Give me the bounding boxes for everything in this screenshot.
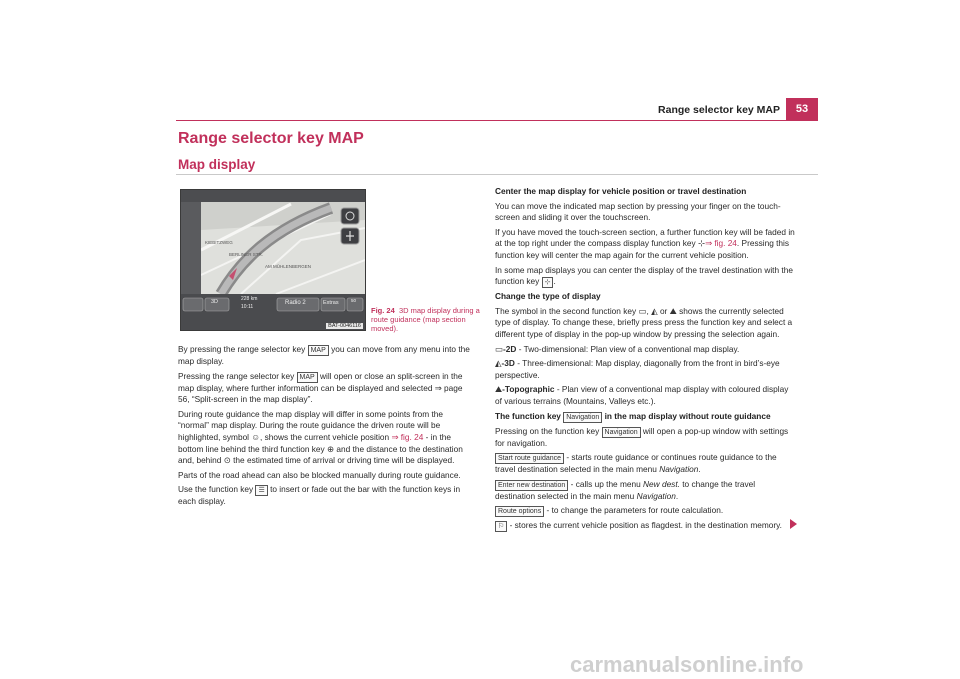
caption-text: 3D map display during a route guidance (map section moved). (371, 306, 480, 333)
section-title: Range selector key MAP (178, 130, 364, 147)
figure-link[interactable]: ⇒ fig. 24 (705, 238, 737, 249)
figure-map-3d (180, 189, 366, 331)
key-navigation: Navigation (602, 427, 641, 438)
header-rule (176, 120, 818, 121)
paragraph: Parts of the road ahead can also be blocked manually during route guidance. (178, 469, 461, 480)
paragraph: ◭-3D - Three-dimensional: Map display, diagonally from the front in bird’s-eye perspective. (495, 358, 780, 380)
key-navigation: Navigation (563, 412, 602, 423)
flag-icon: ⚐ (495, 521, 507, 532)
scale-label: 50 (351, 298, 357, 303)
key-enter-new-destination: Enter new destination (495, 480, 568, 491)
map-3d-icon: ◭ (651, 305, 658, 316)
distance-readout: 228 km (241, 296, 258, 302)
paragraph: Pressing the range selector key MAP will open or close an split-screen in the map display, where further information can be displayed and selected ⇒ page 56, “Split-screen in the map display”. (178, 370, 463, 405)
paragraph: During route guidance the map display will differ in some points from the “normal” map display. During the route guidance the driven route will be highlighted, symbol ☺, shows the current vehicle position ⇒ fig. 24 - in the bottom line behind the third function key ⊕ and the distance to the destination and, behind ⊙ the estimated time of arrival or driving time will be displayed. (178, 408, 463, 466)
paragraph: The symbol in the second function key ▭, ◭ or ⛰ shows the currently selected type of display. To change these, briefly press press the function key and select a different type of display in the pop-up window by pressing the selection again. (495, 305, 793, 339)
left-column (178, 344, 476, 511)
clock-icon: ⊙ (223, 455, 231, 466)
key-map: MAP (308, 345, 329, 356)
paragraph: Route options - to change the parameters for route calculation. (495, 505, 795, 517)
paragraph: ▭-2D - Two-dimensional: Plan view of a conventional map display. (495, 343, 740, 354)
map-2d-icon: ▭ (495, 343, 504, 354)
map-illustration (181, 190, 365, 330)
center-position-icon: ⊹ (697, 238, 706, 249)
paragraph: ⛰-Topographic - Plan view of a conventional map display with coloured display of various terrains (Mountains, Valleys etc.). (495, 384, 789, 406)
map-topographic-icon: ⛰ (669, 305, 677, 316)
paragraph: If you have moved the touch-screen section, a further function key will be faded in at the top right under the compass display function key ⊹⇒ fig. 24. Pressing this function key will center the map again for the current vehicle position. (495, 226, 795, 260)
time-readout: 10:11 (241, 304, 254, 310)
key-map: MAP (297, 372, 318, 383)
paragraph: Start route guidance - starts route guidance or continues route guidance to the travel destination selected in the main menu Navigation. (495, 452, 777, 475)
paragraph: In some map displays you can center the display of the travel destination with the function key ⊹ . (495, 264, 793, 287)
radio-button-label: Radio 2 (285, 300, 306, 306)
page-number: 53 (786, 98, 818, 120)
continue-arrow-icon (790, 519, 797, 529)
map-topographic-icon: ⛰ (495, 384, 503, 395)
key-route-options: Route options (495, 506, 544, 517)
figure-caption (371, 306, 481, 333)
heading-display-type: Change the type of display (495, 291, 601, 302)
caption-label: Fig. 24 (371, 306, 395, 315)
paragraph: Use the function key ☰ to insert or fade out the bar with the function keys in each display. (178, 484, 461, 507)
paragraph: You can move the indicated map section by pressing your finger on the touch-screen and sliding it over the touchscreen. (495, 200, 781, 223)
paragraph: Enter new destination - calls up the menu New dest. to change the travel destination selected in the main menu Navigation. (495, 478, 756, 501)
figure-code: BAT-0046116 (328, 323, 361, 329)
right-column (495, 184, 795, 535)
key-start-route-guidance: Start route guidance (495, 453, 564, 464)
vehicle-position-icon: ☺ (251, 431, 261, 442)
heading-navigation-key: The function key Navigation in the map display without route guidance (495, 410, 771, 421)
heading-center-map: Center the map display for vehicle position or travel destination (495, 186, 747, 196)
extras-button-label: Extras (323, 300, 339, 306)
destination-center-icon: ⊹ (542, 277, 554, 288)
subsection-title: Map display (178, 157, 256, 172)
street-label-2: BERLINER STR. (229, 252, 264, 257)
paragraph: ⚐ - stores the current vehicle position as flagdest. in the destination memory. (495, 520, 795, 532)
street-label-3: AM MÜHLENBERGEN (265, 264, 312, 269)
section-rule (176, 174, 818, 175)
crosshair-icon: ⊕ (326, 443, 335, 454)
figure-link[interactable]: ⇒ fig. 24 (391, 431, 424, 442)
function-bar-key-icon: ☰ (255, 485, 267, 496)
map-3d-icon: ◭ (495, 358, 502, 369)
paragraph: Pressing on the function key Navigation will open a pop-up window with settings for navigation. (495, 425, 789, 448)
header-title: Range selector key MAP (658, 104, 780, 116)
map-2d-icon: ▭ (638, 305, 647, 316)
watermark: carmanualsonline.info (570, 652, 804, 677)
street-label-1: KIEBITZWEG (205, 240, 233, 245)
paragraph: By pressing the range selector key MAP you can move from any menu into the map display. (178, 344, 470, 366)
map-mode-label: 3D (211, 299, 219, 305)
